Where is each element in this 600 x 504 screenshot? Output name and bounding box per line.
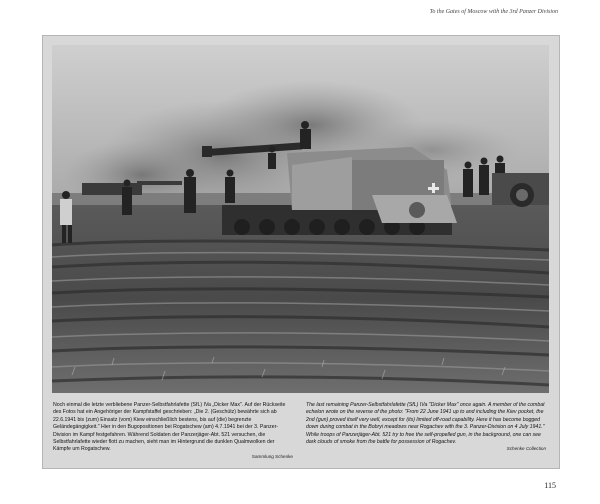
caption-english-credit: Schenke Collection xyxy=(506,446,546,452)
photograph xyxy=(52,45,549,393)
photo-scene xyxy=(52,45,549,393)
caption-german-credit: Sammlung Schenke xyxy=(251,453,293,459)
caption-english-text: The last remaining Panzer-Selbstfahrlafette (SfL) IVa "Dicker Max" once again. A member of the combat echelon wrote on the reverse of the photo: "From 22 June 1941 up to and including the Kiev pocket, the 2nd (gun) proved itself very well, except for (its) limited off-road capability. Here it has become bogged down during combat in the Bobryi meadows near Rogachev with the 3. Panzer-Division on 4 July 1941." While troops of Panzerjäger-Abt. 521 try to free the self-propelled gun, in the background, one can see dark clouds of smoke from the battle for possession of Rogachev. xyxy=(306,402,545,446)
page-number: 115 xyxy=(544,481,556,490)
running-head: To the Gates of Moscow with the 3rd Panzer Division xyxy=(429,9,558,15)
halftrack xyxy=(492,173,549,207)
caption-german xyxy=(53,402,293,460)
caption-german-text: Noch einmal die letzte verbliebene Panzer-Selbstfahrlafette (SfL) IVa „Dicker Max". Auf der Rückseite des Fotos hat ein Angehöriger der Kampfstaffel geschrieben: „Die 2. (Geschütz) bewährte sich ab 22.6.1941 bis (zum) Einsatz (vom) Kiew einschließlich bestens, bis auf (die) begrenzte Geländegängigkeit." Hier in den Bugopositionen bei Rogatschew (am) 4.7.1941 bei der 3. Panzer-Division im Kampf festgefahren. Während Soldaten der Panzerjäger-Abt. 521 versuchen, die Selbstfahrlafette wieder flott zu machen, sieht man im Hintergrund die dunklen Qualmwolken der Kämpfe um Rogatschew. xyxy=(53,402,286,453)
caption-english xyxy=(306,402,546,453)
